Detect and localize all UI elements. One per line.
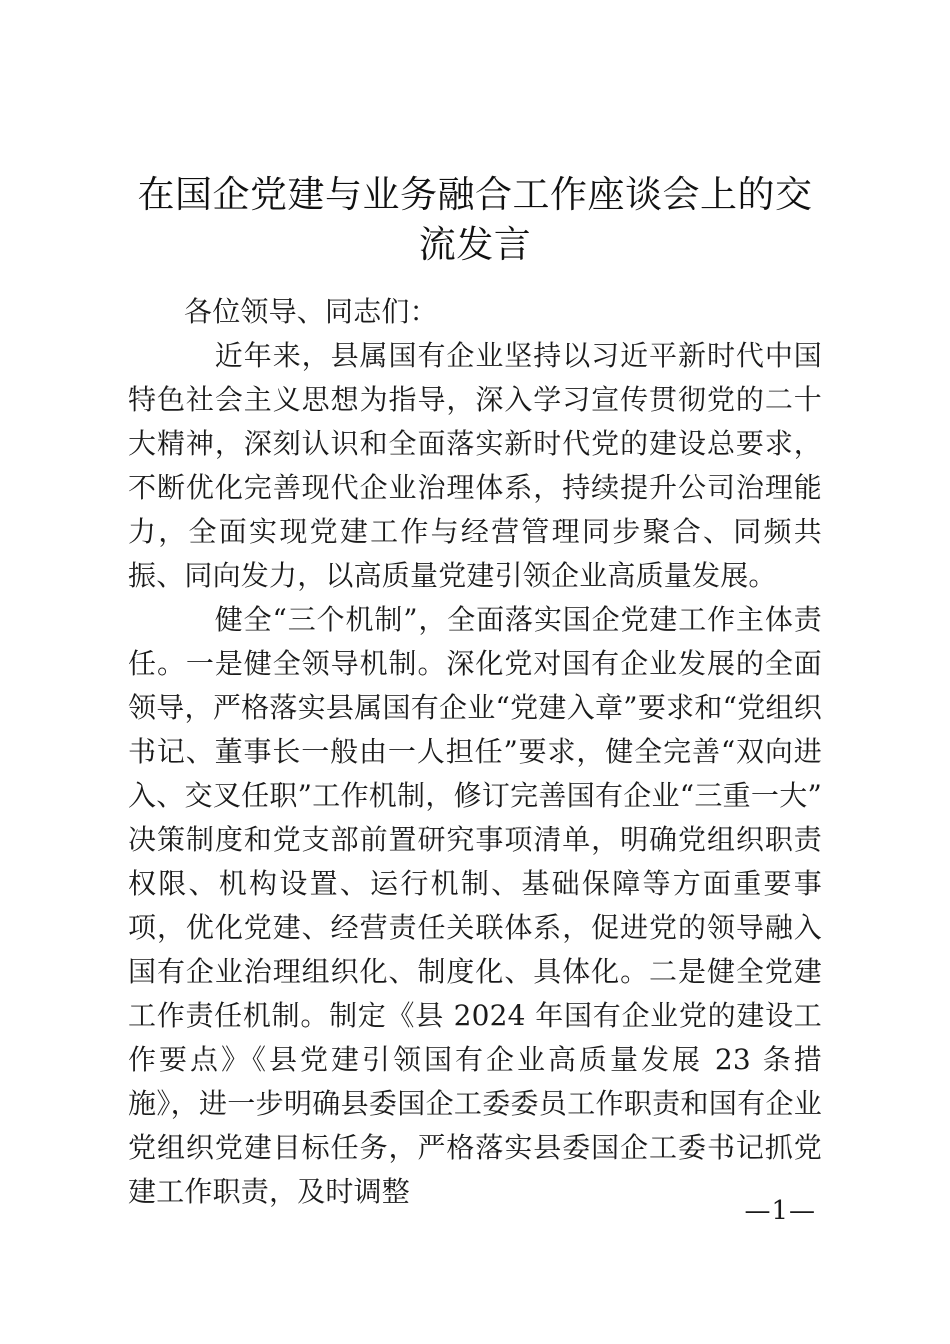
page-content-area — [128, 0, 822, 1214]
document-body — [128, 290, 822, 1214]
page-title: 在国企党建与业务融合工作座谈会上的交流发言 — [137, 173, 813, 266]
page-number-footer: —1— — [744, 1196, 816, 1226]
paragraph-1: 近年来，县属国有企业坚持以习近平新时代中国特色社会主义思想为指导，深入学习宣传贯彻党的二十大精神，深刻认识和全面落实新时代党的建设总要求，不断优化完善现代企业治理体系，持续提升公司治理能力，全面实现党建工作与经营管理同步聚合、同频共振、同向发力，以高质量党建引领企业高质量发展。 — [128, 339, 822, 592]
paragraph-2: 健全“三个机制”，全面落实国企党建工作主体责任。一是健全领导机制。深化党对国有企业发展的全面领导，严格落实县属国有企业“党建入章”要求和“党组织书记、董事长一般由一人担任”要求，健全完善“双向进入、交叉任职”工作机制，修订完善国有企业“三重一大”决策制度和党支部前置研究事项清单，明确党组织职责权限、机构设置、运行机制、基础保障等方面重要事项，优化党建、经营责任关联体系，促进党的领导融入国有企业治理组织化、制度化、具体化。二是健全党建工作责任机制。制定《县 2024 年国有企业党的建设工作要点》《县党建引领国有企业高质量发展 23 条措施》，进一步明确县委国企工委委员工作职责和国有企业党组织党建目标任务，严格落实县委国企工委书记抓党建工作职责，及时调整 — [128, 603, 822, 1208]
salutation-line: 各位领导、同志们： — [184, 295, 438, 328]
